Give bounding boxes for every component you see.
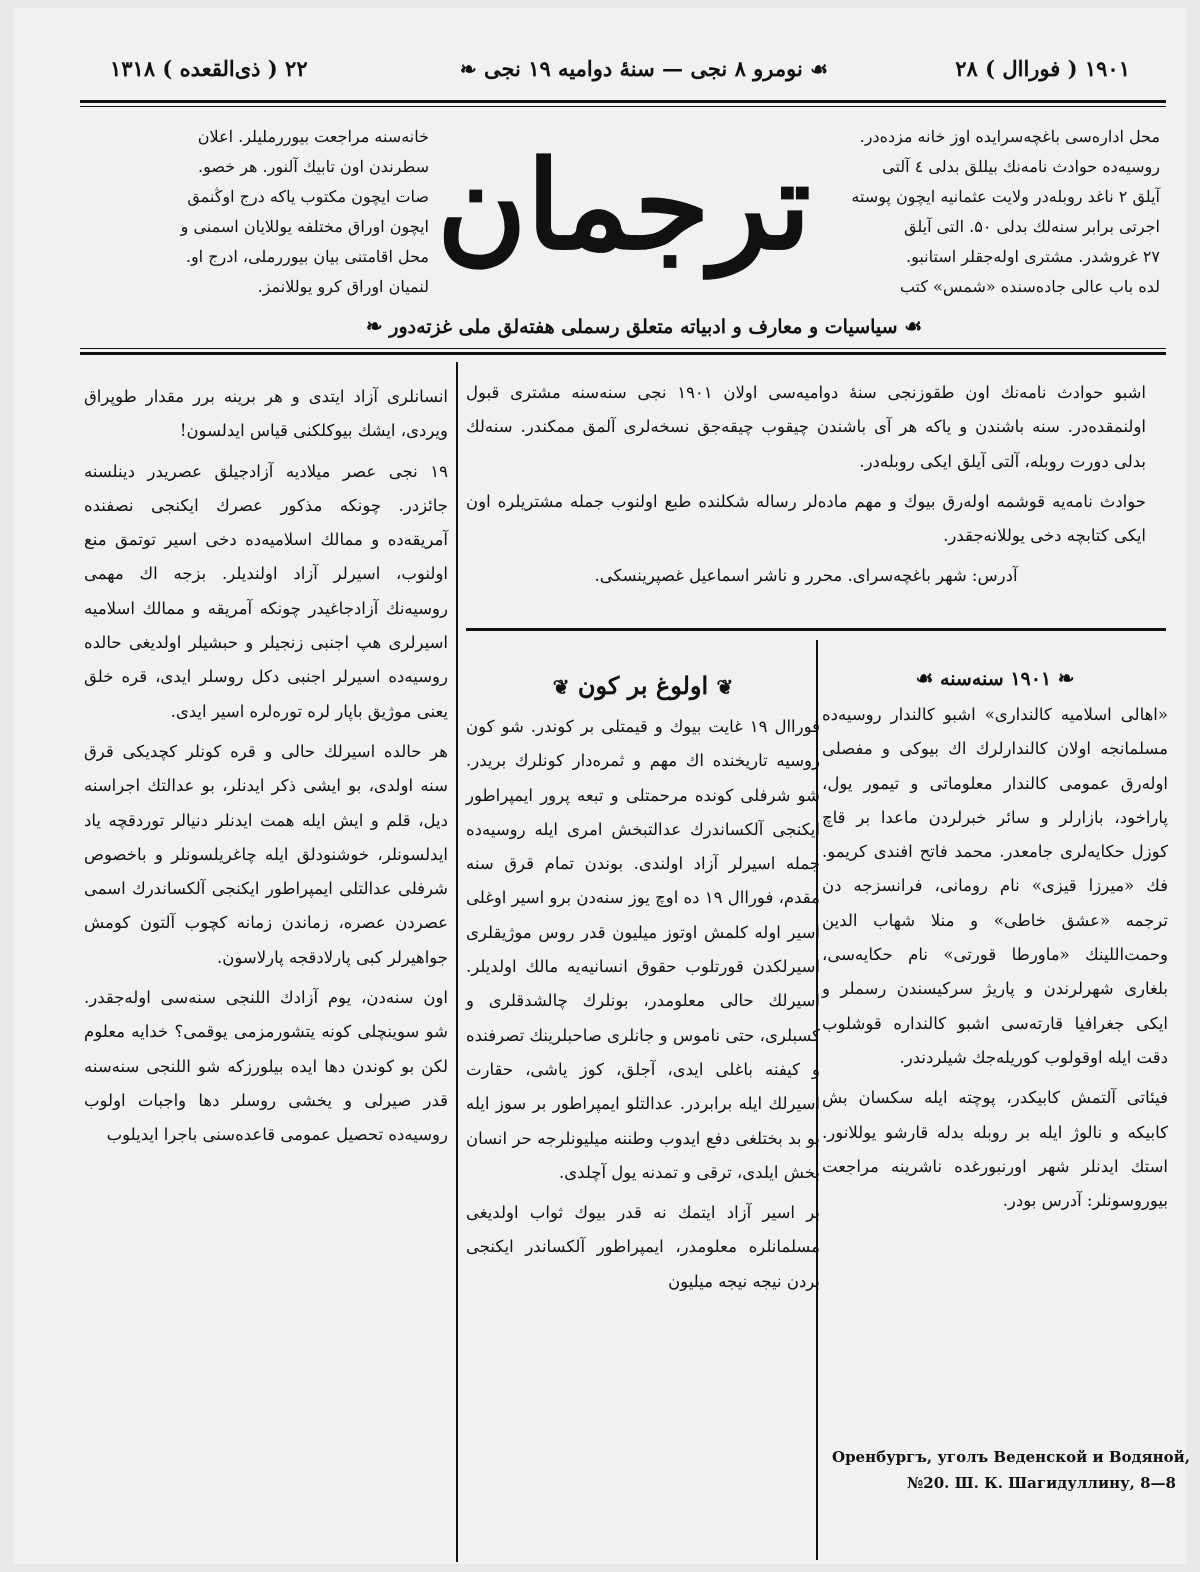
header-rule-top-thin bbox=[80, 106, 1166, 107]
masthead-line: لنمیان اوراق کرو یوللانمز. bbox=[257, 277, 429, 296]
masthead-info-right bbox=[815, 122, 1160, 302]
date-gregorian: ۱۹۰۱ ( فوراال ) ۲۸ bbox=[955, 56, 1130, 81]
ad-paragraph: فیئاتی آلتمش کابیکدر، پوچته ایله سکسان بش کابیکه و نالوژ ایله بر روبله بدله قارشو یوللانور. استك ایدنلر شهر اورنبورغده ناشرینه مراجعت بیوروسونلر: آدرس بودر. bbox=[822, 1088, 1168, 1211]
ad-title bbox=[822, 658, 1168, 698]
publisher-address bbox=[832, 1444, 1190, 1496]
masthead-line: محل اقامتنی بیان بیوررملی، ادرج او. bbox=[185, 247, 429, 266]
date-hijri: ۲۲ ( ذی‌القعده ) ۱۳۱۸ bbox=[110, 56, 308, 81]
masthead-line: خانه‌سنه مراجعت بیوررملیلر. اعلان bbox=[197, 127, 429, 146]
masthead-rule-bottom bbox=[80, 348, 1166, 349]
masthead-line: ایچون اوراق مختلفه یوللایان اسمنی و bbox=[180, 217, 429, 236]
ornament-icon: ❧ bbox=[365, 314, 383, 338]
article-paragraph: اون سنه‌دن، یوم آزادك اللنجی سنه‌سی اوله‌جقدر. شو سوینچلی کونه یتشورمزمی یوقمی؟ خدایه معلوم لکن بو کوندن دها ایده بیلورزکه شو اللنجی سنه‌سنه قدر صیرلی و یخشی روسلر دها واجبات اولوب روسیه‌ده تحصیل عمومی قاعده‌سنی باجرا ایدیلوب bbox=[84, 988, 448, 1145]
masthead-line: صات ایچون مکتوب یاکه درج اوڭنمق bbox=[187, 187, 429, 206]
header-rule-top bbox=[80, 100, 1166, 103]
article-paragraph: انسانلری آزاد ایتدی و هر برینه برر مقدار طوپراق ویردی، ایشك بیوکلکنی قیاس ایدلسون! bbox=[84, 387, 448, 441]
notice-address: آدرس: شهر باغچه‌سرای. محرر و ناشر اسماعیل غصپرینسکی. bbox=[594, 566, 1018, 586]
address-line: Оренбургъ, уголъ Веденской и Водяной, bbox=[832, 1448, 1190, 1466]
ornament-icon: ❧ bbox=[1057, 666, 1075, 690]
article-paragraph: ۱۹ نجی عصر میلادیه آزادجیلق عصریدر دینلسنه جائزدر. چونکه مذکور عصرك ایکنجی نصفنده آمریقه‌ده و ممالك اسلامیه‌ده دخی اسیر توتمق منع اولنوب، اسیرلر آزاد اولندیلر. بزجه اك مهمی روسیه‌نك آزادجاغیدر چونکه آمریقه و ممالك اسلامیه اسیرلری هپ اجنبی زنجیلر و حبشیلر اولدیغی حالده روسیه‌ده اسیرلر اجنبی دکل روسلر ایدی، قره خلق یعنی موژیق باپار لره توره‌لره اسیر ایدی. bbox=[84, 461, 448, 721]
subscription-notice bbox=[466, 376, 1146, 600]
issue-line bbox=[444, 56, 844, 81]
article-left-column bbox=[84, 380, 448, 1159]
ornament-icon: ☙ bbox=[915, 666, 934, 690]
issue-number: نومرو ۸ نجی — سنهٔ دوامیه ۱۹ نجی bbox=[483, 56, 803, 81]
newspaper-page bbox=[14, 8, 1190, 1564]
tagline-text: سیاسیات و معارف و ادبیاته متعلق رسملی هفته‌لق ملی غزته‌دور bbox=[389, 316, 898, 338]
masthead-line: لده باب عالی جاده‌سنده «شمس» کتب bbox=[899, 277, 1160, 296]
section-rule bbox=[466, 628, 1166, 631]
tagline bbox=[344, 314, 944, 338]
column-divider bbox=[456, 362, 458, 1562]
notice-paragraph: اشبو حوادث نامه‌نك اون طقوزنجی سنهٔ دوامیه‌سی اولان ۱۹۰۱ نجی سنه‌سنه مشتری قبول اولنمقده‌در. سنه باشندن و یاکه هر آی باشندن چیقوب چیقه‌جق نسخه‌لری آلمق ممکندر. سنه‌لك بدلی دورت روبله، آلتی آیلق ایکی روبله‌در. bbox=[466, 383, 1146, 471]
ornament-icon: ❦ bbox=[716, 675, 734, 699]
masthead-rule-bottom-thick bbox=[80, 352, 1166, 355]
masthead-line: ۲۷ غروشدر. مشتری اوله‌جقلر استانبو. bbox=[905, 247, 1160, 266]
masthead-info-left bbox=[84, 122, 429, 302]
article-title-text: اولوغ بر کون bbox=[577, 671, 709, 700]
ornament-icon: ❧ bbox=[459, 57, 477, 81]
address-line: №20. Ш. К. Шагидуллину, 8—8 bbox=[906, 1474, 1176, 1492]
masthead-line: سطرندن اون تابیك آلنور. هر خصو. bbox=[197, 157, 429, 176]
article-title bbox=[466, 662, 820, 710]
calendar-advertisement bbox=[822, 658, 1168, 1224]
ad-title-text: ۱۹۰۱ سنه‌سنه bbox=[940, 668, 1052, 690]
masthead-line: اجرتی برابر سنه‌لك بدلی ۵۰. التی آیلق bbox=[903, 217, 1160, 236]
masthead-line: محل اداره‌سی باغچه‌سرایده اوز خانه مزده‌در. bbox=[859, 127, 1160, 146]
ornament-icon: ☙ bbox=[810, 57, 829, 81]
newspaper-title: ترجمان bbox=[437, 133, 811, 277]
masthead-line: آیلق ۲ ناغد روبله‌در ولایت عثمانیه ایچون پوسته bbox=[851, 187, 1160, 206]
article-paragraph: هر حالده اسیرلك حالی و قره کونلر کچدیکی قرق سنه اولدی، بو ایشی ذکر ایدنلر، بو عدالتك اجراسنه دیل، قلم و ایش ایله همت ایدنلر دنیالر توردقچه یاد ایدلسونلر، خوشنودلق ایله چاغریلسونلر و باخصوص شرفلی عدالتلی ایمپراطور ایکنجی آلکساندرك اسمی عصردن عصره، زماندن زمانه کچوب آلتون کومش جواهیرلر کبی پارلادقجه پارلاسون. bbox=[84, 741, 448, 967]
ad-paragraph: «اهالی اسلامیه کالنداری» اشبو کالندار روسیه‌ده مسلمانجه اولان کالندارلرك اك بیوکی و مفصلی اوله‌رق عمومی کالندار معلوماتی و تیمور یول، پاراخود، بازارلر و سائر خبرلردن ماعدا بر قاچ کوزل حکایه‌لری جامعدر. محمد فاتح افندی کریمو. فك «میرزا قیزی» نام رومانی، فرانسزجه دن ترجمه «عشق خاطی» و منلا شهاب الدین وحمت‌اللینك «ماورطا قورتی» نام حکایه‌سی، بلغاری شهرلرندن و پاریژ سرکیسندن رسملر و ایکی جغرافیا قارته‌سی اشبو کالنداره قوشلوب دقت ایله اوقولوب کوریله‌جك شیلردندر. bbox=[822, 705, 1168, 1067]
article-paragraph: بر اسیر آزاد ایتمك نه قدر بیوك ثواب اولدیغی مسلمانلره معلومدر، ایمپراطور آلکساندر ایکنجی بردن نیجه نیجه میلیون bbox=[466, 1203, 820, 1291]
article-great-day bbox=[466, 662, 820, 1305]
ornament-icon: ❦ bbox=[552, 675, 570, 699]
notice-paragraph: حوادث نامه‌یه قوشمه اوله‌رق بیوك و مهم ماده‌لر رساله شکلنده طبع اولنوب جمله مشتریلره اون ایکی کتابچه دخی یوللانه‌جقدر. bbox=[466, 491, 1146, 546]
masthead-line: روسیه‌ده حوادث نامه‌نك بیللق بدلی ٤ آلتی bbox=[882, 157, 1160, 176]
ornament-icon: ☙ bbox=[904, 314, 923, 338]
article-paragraph: فوراال ۱۹ غایت بیوك و قیمتلی بر کوندر. شو کون روسیه تاریخنده اك مهم و ثمره‌دار کونلرك بریدر. شو شرفلی کونده مرحمتلی و تبعه پرور ایمپراطور ایکنجی آلکساندرك عدالتبخش امری ایله روسیه‌ده جمله اسیرلر آزاد اولندی. بوندن تمام قرق سنه مقدم، فوراال ۱۹ ده اوچ یوز سنه‌دن برو اسیر اوغلی اسیر اوله کلمش اوتوز میلیون قدر روس موژیقلری اسیرلکدن قورتلوب حقوق انسانیه‌یه مالك اولدیلر. اسیرلك حالی معلومدر، بونلرك چالشدقلری و کسبلری، حتی ناموس و جانلری صاحبلرینك تصرفنده و کیفنه باغلی ایدی، آجلق، کوز یاشی، حقارت اسیرلك ایله برابردر. عدالتلو ایمپراطور بر سوز ایله بو بد بختلغی دفع ایدوب وطننه میلیونلرجه حر انسان بخش ایلدی، ترقی و تمدنه یول آچلدی. bbox=[466, 717, 821, 1182]
